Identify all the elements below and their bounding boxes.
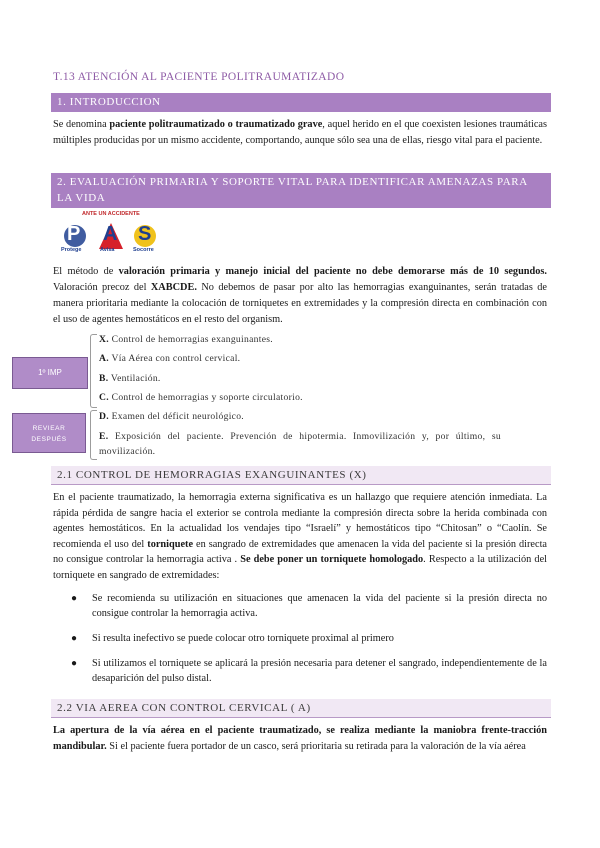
section-2-heading: 2. EVALUACIÓN PRIMARIA Y SOPORTE VITAL PARA IDENTIFICAR AMENAZAS PARA LA VIDA — [51, 173, 551, 208]
bullet-item: ● Se recomienda su utilización en situaciones que amenacen la vida del paciente si la presión directa no consigue controlar la hemorragia activa. — [71, 593, 547, 619]
logo-avisa: Avisa — [100, 247, 115, 253]
brace-group-2 — [90, 410, 97, 460]
xabcde-item-x: X. Control de hemorragias exanguinantes. — [99, 334, 273, 345]
revisar-despues-label — [12, 413, 86, 453]
bullet-dot: ● — [71, 658, 78, 669]
xabcde-item-e: E. Exposición del paciente. Prevención de hipotermia. Inmovilización y, por último, su movilización. — [99, 431, 501, 457]
xabcde-item-b: B. Ventilación. — [99, 373, 161, 384]
logo-letter-p: P — [67, 223, 81, 245]
tourniquet-bullet-list — [71, 591, 547, 686]
logo-socorre: Socorre — [133, 247, 154, 253]
bullet-item: ● Si resulta inefectivo se puede colocar otro torniquete proximal al primero — [71, 633, 394, 644]
bullet-dot: ● — [71, 593, 78, 604]
section-1-paragraph: Se denomina paciente politraumatizado o traumatizado grave, aquel herido en el que coexisten lesiones traumáticas múltiples producidas por un mismo accidente, comportando, aunque sólo sea una de ellas, riesgo vital para el paciente. — [53, 119, 547, 146]
brace-group-1 — [90, 334, 97, 408]
document-title: T.13 ATENCIÓN AL PACIENTE POLITRAUMATIZADO — [53, 71, 345, 83]
section-2-paragraph: El método de valoración primaria y manejo inicial del paciente no debe demorarse más de 10 segundos. Valoración precoz del XABCDE. No debemos de pasar por alto las hemorragias exanguinantes, serán tratadas de manera prioritaria mediante la colocación de torniquetes en extremidades y la compresión directa en combinación con el uso de agentes hemostáticos en el resto del organism. — [53, 266, 548, 325]
bullet-item: ● Si utilizamos el torniquete se aplicará la presión necesaria para detener el sangrado, independientemente de la desaparición del pulso distal. — [71, 658, 547, 684]
revisar-label-line-2: DESPUÉS — [31, 436, 67, 443]
section-1-heading: 1. INTRODUCCION — [51, 93, 551, 112]
first-imp-label: 1º IMP — [12, 357, 88, 389]
xabcde-item-a: A. Vía Aérea con control cervical. — [99, 353, 241, 364]
pas-logo — [61, 209, 171, 261]
section-2-2-heading: 2.2 VIA AEREA CON CONTROL CERVICAL ( A) — [51, 699, 551, 718]
section-2-1-paragraph: En el paciente traumatizado, la hemorragia externa significativa es un hallazgo que requiere atención inmediata. La rápida pérdida de sangre hacia el exterior se controla mediante la compresión directa sobre la herida combinada con agentes hemostáticos. En la actualidad los vendajes tipo “Israelí” y hemostáticos tipo “Chitosan” o “Caolín. Se recomienda el uso del torniquete en sangrado de extremidades que amenacen la vida del paciente si la presión directa no consigue controlar la hemorragia activa . Se debe poner un torniquete homologado. Respecto a la utilización del torniquete en sangrado de extremidades: — [53, 492, 548, 581]
revisar-label-line-1: REVIEAR — [32, 425, 66, 432]
xabcde-item-d: D. Examen del déficit neurológico. — [99, 411, 245, 422]
logo-protege: Protege — [61, 247, 82, 253]
xabcde-item-c: C. Control de hemorragias y soporte circulatorio. — [99, 392, 303, 403]
section-2-1-heading: 2.1 CONTROL DE HEMORRAGIAS EXANGUINANTES (X) — [51, 466, 551, 485]
bullet-dot: ● — [71, 633, 78, 644]
logo-letter-a: A — [103, 223, 118, 245]
logo-letter-s: S — [138, 223, 152, 245]
logo-caption: ANTE UN ACCIDENTE — [82, 211, 140, 217]
section-2-2-paragraph: La apertura de la vía aérea en el paciente traumatizado, se realiza mediante la maniobra frente-tracción mandibular. Si el paciente fuera portador de un casco, será prioritaria su retirada para la valoración de la vía aérea — [53, 725, 547, 752]
